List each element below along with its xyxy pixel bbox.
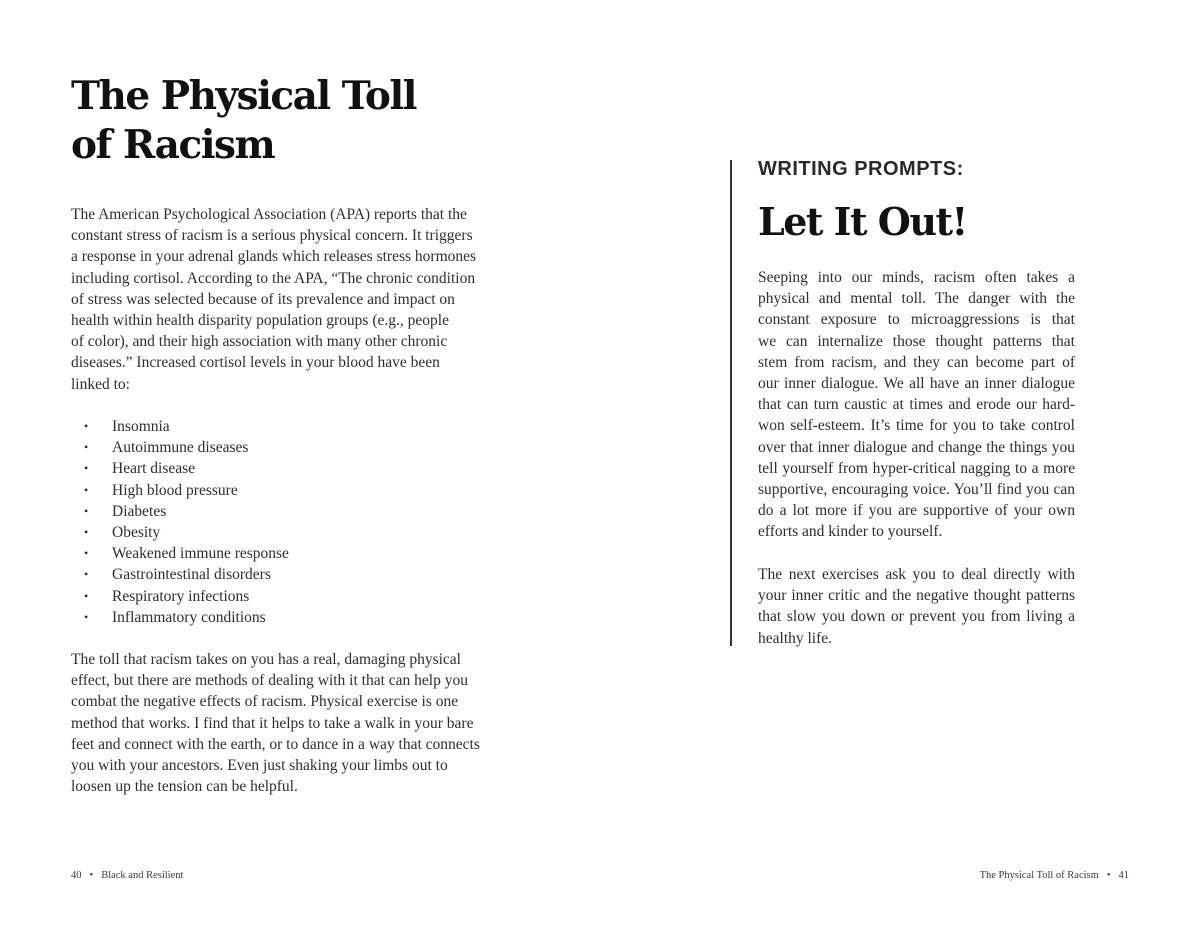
text-line: that slow you down or prevent you from living a: [758, 608, 1075, 626]
left-footer: [71, 870, 183, 881]
prompt-paragraph: [758, 267, 1075, 543]
list-item-label: Respiratory infections: [112, 587, 250, 605]
text-line: that can turn caustic at times and erode our hard-: [758, 396, 1075, 414]
right-footer: [980, 870, 1129, 881]
text-line: The next exercises ask you to deal directly with: [758, 566, 1075, 583]
text-line: loosen up the tension can be helpful.: [71, 778, 298, 796]
text-line: of color), and their high association with many other chronic: [71, 333, 448, 351]
list-item: [71, 522, 501, 543]
text-line: Seeping into our minds, racism often takes a: [758, 269, 1075, 286]
list-item-label: Autoimmune diseases: [112, 439, 249, 457]
text-line: supportive, encouraging voice. You’ll find you can: [758, 481, 1075, 499]
text-line: The American Psychological Association (APA) reports that the: [71, 206, 467, 223]
book-title: Black and Resilient: [101, 870, 184, 881]
bullet-icon: •: [84, 609, 89, 624]
text-line: you with your ancestors. Even just shaking your limbs out to: [71, 757, 448, 775]
footer-separator: •: [1106, 870, 1111, 881]
text-line: constant stress of racism is a serious physical concern. It triggers: [71, 227, 473, 245]
text-line: method that works. I find that it helps to take a walk in your bare: [71, 714, 474, 732]
bullet-icon: •: [84, 546, 89, 561]
text-line: health within health disparity population groups (e.g., people: [71, 312, 449, 330]
text-line: constant exposure to microaggressions is that: [758, 311, 1075, 329]
sidebar-rule: [730, 160, 732, 646]
bullet-icon: •: [84, 419, 89, 433]
closing-paragraph: [71, 649, 501, 797]
chapter-title-line: The Physical Toll: [71, 73, 416, 119]
text-line: of stress was selected because of its prevalence and impact on: [71, 290, 455, 308]
text-line: effect, but there are methods of dealing with it that can help you: [71, 672, 468, 690]
text-line: do a lot more if you are supportive of your own: [758, 502, 1075, 520]
text-line: healthy life.: [758, 629, 833, 647]
ailment-list: [71, 416, 501, 628]
text-line: won self-esteem. It’s time for you to take control: [758, 417, 1075, 435]
bullet-icon: •: [84, 567, 89, 582]
text-line: over that inner dialogue and change the things you: [758, 438, 1075, 456]
text-line: including cortisol. According to the APA, “The chronic condition: [71, 269, 476, 287]
list-item-label: Gastrointestinal disorders: [112, 566, 271, 584]
footer-separator: •: [89, 870, 94, 881]
list-item-label: Insomnia: [112, 418, 170, 435]
list-item: [71, 586, 501, 607]
text-line: a response in your adrenal glands which releases stress hormones: [71, 248, 477, 266]
chapter-title: [71, 72, 531, 170]
chapter-title-footer: The Physical Toll of Racism: [979, 870, 1099, 881]
bullet-icon: •: [84, 461, 89, 476]
page-number: 40: [71, 870, 82, 881]
intro-paragraph: [71, 204, 501, 395]
list-item-label: Heart disease: [112, 460, 196, 478]
text-line: physical and mental toll. The danger with the: [758, 290, 1075, 308]
list-item: [71, 501, 501, 522]
text-line: linked to:: [71, 375, 130, 393]
list-item-label: High blood pressure: [112, 481, 238, 499]
text-line: The toll that racism takes on you has a real, damaging physical: [71, 651, 461, 668]
bullet-icon: •: [84, 524, 89, 539]
list-item: [71, 416, 501, 437]
chapter-title-line: of Racism: [71, 122, 275, 168]
text-line: we can internalize those thought patterns that: [758, 332, 1075, 350]
list-item-label: Weakened immune response: [112, 545, 289, 563]
list-item: [71, 480, 501, 501]
text-line: our inner dialogue. We all have an inner dialogue: [758, 375, 1075, 393]
list-item-label: Inflammatory conditions: [112, 608, 266, 626]
page-number: 41: [1118, 870, 1129, 881]
text-line: your inner critic and the negative thought patterns: [758, 587, 1075, 605]
bullet-icon: •: [84, 482, 89, 497]
prompt-title: Let It Out!: [758, 199, 967, 244]
list-item: [71, 458, 501, 479]
list-item: [71, 607, 501, 628]
bullet-icon: •: [84, 440, 89, 455]
prompt-label: WRITING PROMPTS:: [758, 158, 964, 180]
list-item: [71, 543, 501, 564]
list-item: [71, 564, 501, 585]
list-item: [71, 437, 501, 458]
text-line: diseases.” Increased cortisol levels in your blood have been: [71, 354, 440, 372]
text-line: feet and connect with the earth, or to dance in a way that connects: [71, 735, 480, 753]
text-line: combat the negative effects of racism. Physical exercise is one: [71, 693, 459, 711]
bullet-icon: •: [84, 503, 89, 518]
right-page: [600, 0, 1200, 927]
text-line: stem from racism, and they can become part of: [758, 353, 1075, 371]
prompt-paragraph: [758, 564, 1075, 649]
list-item-label: Obesity: [112, 523, 161, 541]
text-line: tell yourself from hyper-critical nagging to a more: [758, 459, 1075, 477]
bullet-icon: •: [84, 588, 89, 603]
list-item-label: Diabetes: [112, 502, 167, 520]
text-line: efforts and kinder to yourself.: [758, 523, 943, 541]
